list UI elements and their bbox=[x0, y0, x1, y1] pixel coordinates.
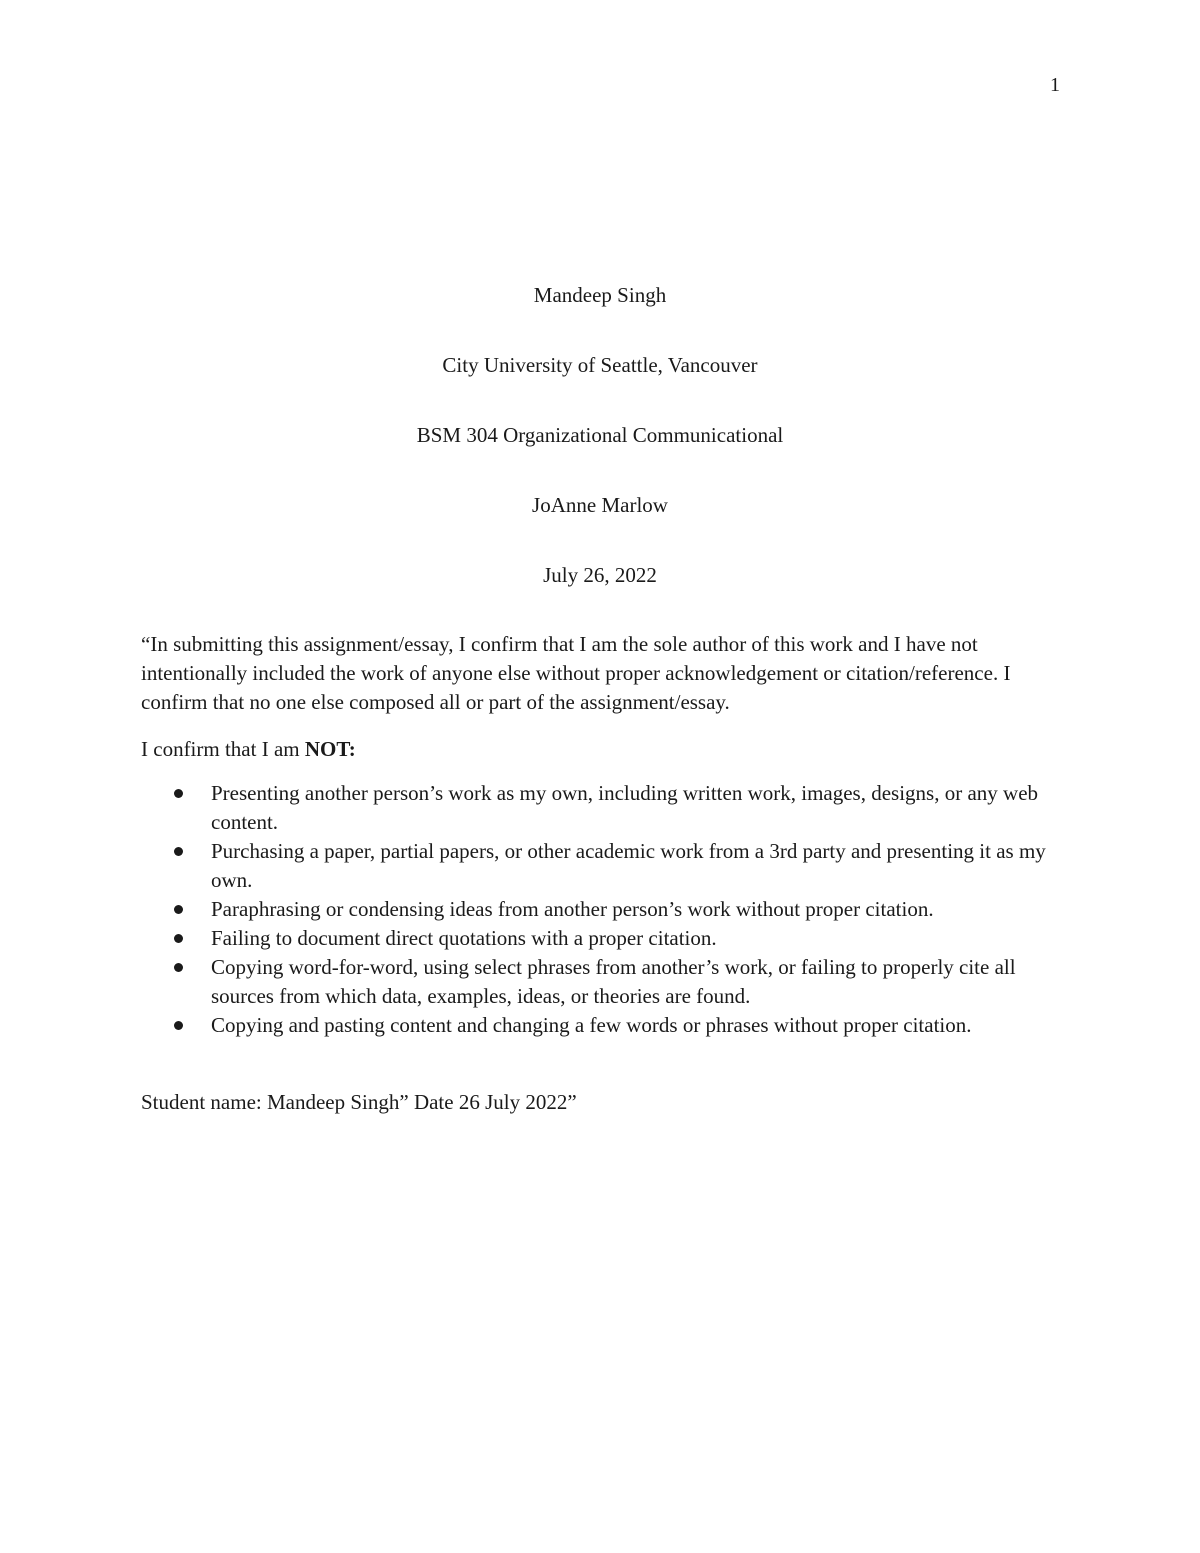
confirm-intro bbox=[141, 735, 1061, 764]
confirmation-list bbox=[141, 779, 1061, 1040]
student-name: Mandeep Singh bbox=[533, 283, 667, 307]
course-name: BSM 304 Organizational Communicational bbox=[416, 423, 784, 447]
title-block bbox=[0, 280, 1200, 630]
list-item bbox=[141, 924, 1061, 953]
bullet-icon bbox=[174, 905, 183, 914]
list-item-text: Copying word-for-word, using select phrases from another’s work, or failing to properly cite all sources from which data, examples, ideas, or theories are found. bbox=[211, 955, 1016, 1008]
institution-name: City University of Seattle, Vancouver bbox=[442, 353, 758, 377]
list-item bbox=[141, 953, 1061, 1011]
list-item bbox=[141, 895, 1061, 924]
bullet-icon bbox=[174, 789, 183, 798]
bullet-icon bbox=[174, 1021, 183, 1030]
list-item-text: Failing to document direct quotations with a proper citation. bbox=[211, 926, 717, 950]
bullet-icon bbox=[174, 847, 183, 856]
confirm-intro-emphasis: NOT: bbox=[304, 737, 356, 761]
list-item bbox=[141, 1011, 1061, 1040]
signature-line: Student name: Mandeep Singh” Date 26 July 2022” bbox=[141, 1090, 577, 1114]
bullet-icon bbox=[174, 963, 183, 972]
instructor-name: JoAnne Marlow bbox=[532, 493, 668, 517]
list-item-text: Purchasing a paper, partial papers, or other academic work from a 3rd party and presenting it as my own. bbox=[211, 839, 1046, 892]
declaration-paragraph: “In submitting this assignment/essay, I confirm that I am the sole author of this work and I have not intentionally included the work of anyone else without proper acknowledgement or citation/reference. I confirm that no one else composed all or part of the assignment/essay. bbox=[141, 632, 1011, 714]
list-item-text: Presenting another person’s work as my own, including written work, images, designs, or any web content. bbox=[211, 781, 1039, 834]
submission-date: July 26, 2022 bbox=[543, 563, 657, 587]
list-item-text: Copying and pasting content and changing a few words or phrases without proper citation. bbox=[211, 1013, 972, 1037]
page-number: 1 bbox=[1050, 74, 1060, 96]
bullet-icon bbox=[174, 934, 183, 943]
list-item bbox=[141, 779, 1061, 837]
list-item bbox=[141, 837, 1061, 895]
list-item-text: Paraphrasing or condensing ideas from another person’s work without proper citation. bbox=[211, 897, 934, 921]
confirm-intro-text: I confirm that I am bbox=[141, 737, 305, 761]
